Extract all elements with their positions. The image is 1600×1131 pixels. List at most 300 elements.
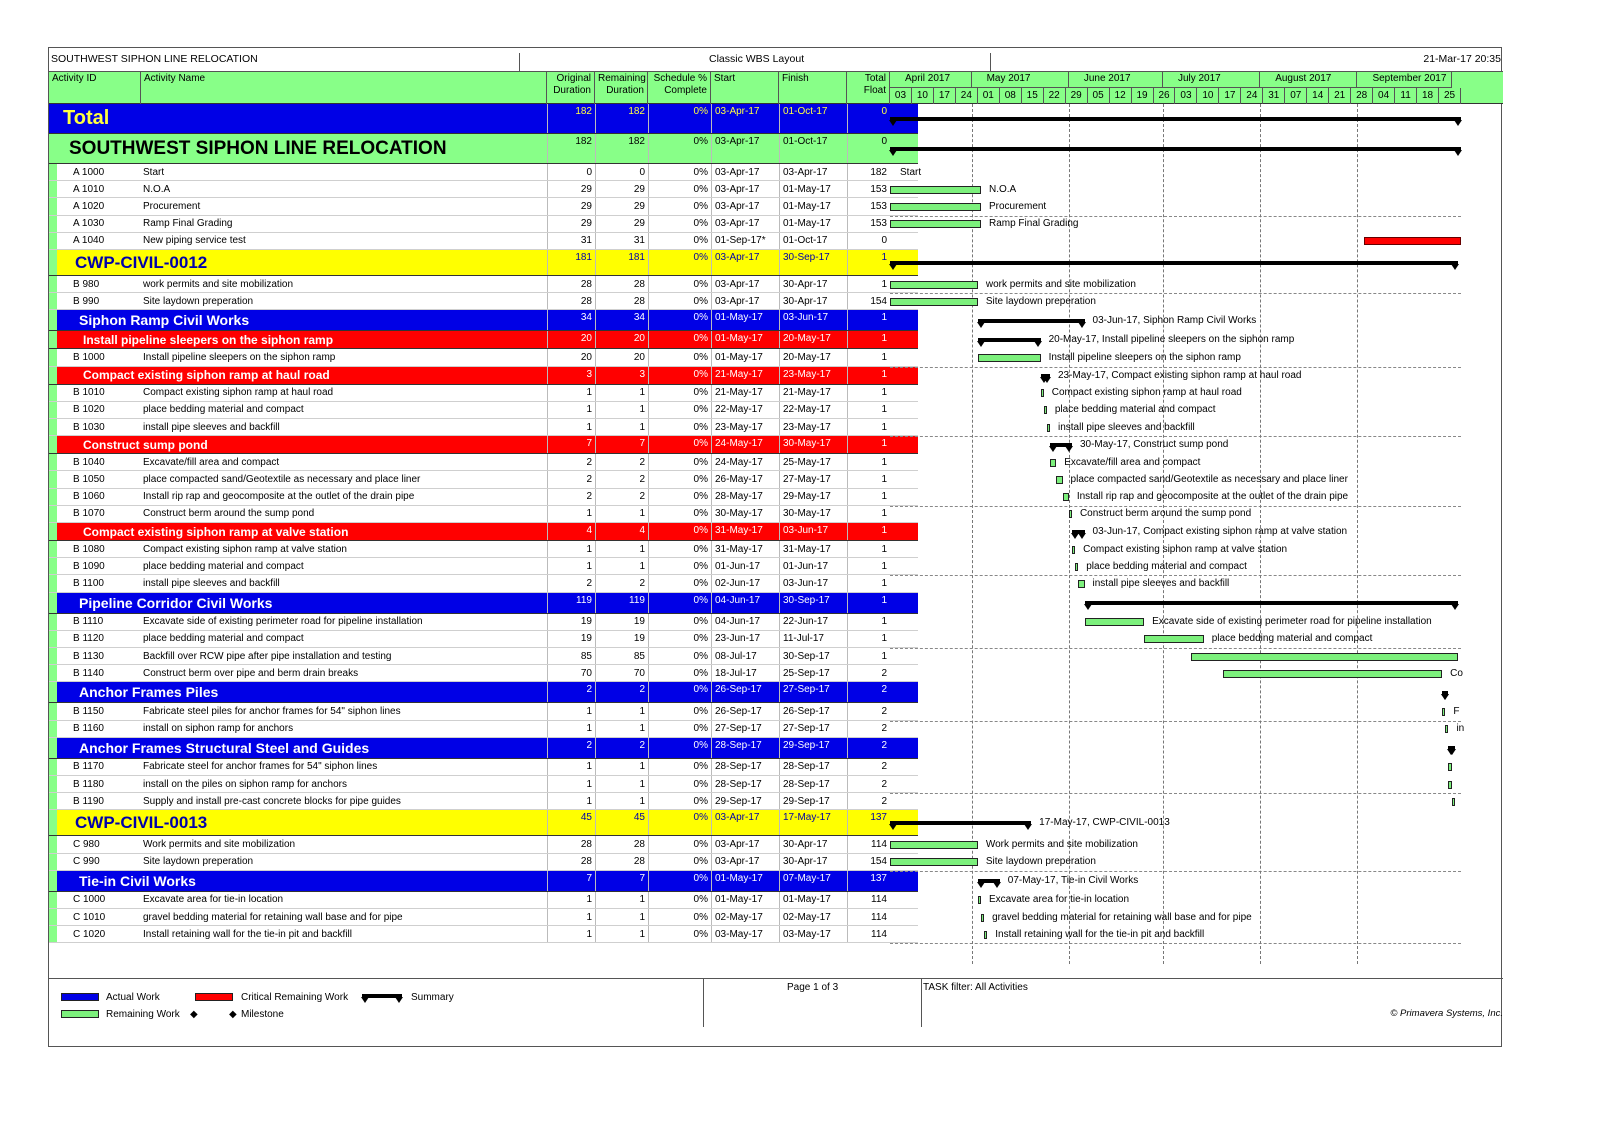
total-float: 0 xyxy=(847,233,890,249)
activity-row[interactable] xyxy=(49,454,918,471)
activity-row[interactable] xyxy=(49,541,918,558)
schedule-complete: 0% xyxy=(648,836,711,852)
remaining-duration: 28 xyxy=(595,293,648,309)
activity-row[interactable] xyxy=(49,558,918,575)
copyright: © Primavera Systems, Inc. xyxy=(1390,1008,1503,1019)
finish-date: 22-Jun-17 xyxy=(779,614,847,630)
summary-bar[interactable] xyxy=(978,319,1085,323)
activity-bar[interactable] xyxy=(1085,618,1145,626)
week-label: 08 xyxy=(1000,88,1022,104)
original-duration: 4 xyxy=(547,523,595,540)
col-schedule-complete[interactable]: Schedule % Complete xyxy=(648,72,711,104)
summary-bar[interactable] xyxy=(978,879,1000,883)
activity-row[interactable] xyxy=(49,721,918,738)
remaining-duration: 3 xyxy=(595,367,648,384)
activity-row[interactable] xyxy=(49,489,918,506)
remaining-duration: 29 xyxy=(595,181,648,197)
col-activity-id[interactable]: Activity ID xyxy=(49,72,141,104)
schedule-complete: 0% xyxy=(648,909,711,925)
schedule-complete: 0% xyxy=(648,506,711,522)
wbs-band-row[interactable] xyxy=(49,250,918,276)
timescale-header xyxy=(890,72,1461,104)
activity-row[interactable] xyxy=(49,703,918,720)
start-date: 31-May-17 xyxy=(711,541,779,557)
schedule-complete: 0% xyxy=(648,523,711,540)
total-float: 1 xyxy=(847,506,890,522)
total-float: 1 xyxy=(847,250,890,275)
page-number: Page 1 of 3 xyxy=(787,982,839,993)
schedule-complete: 0% xyxy=(648,164,711,180)
col-activity-name[interactable]: Activity Name xyxy=(141,72,547,104)
bar-label: Start xyxy=(900,166,922,178)
remaining-duration: 182 xyxy=(595,104,648,133)
month-label: April 2017 xyxy=(890,72,972,88)
wbs-band-row[interactable] xyxy=(49,682,918,703)
row-gridline xyxy=(890,871,1461,872)
activity-bar[interactable] xyxy=(1072,546,1075,554)
finish-date: 03-Jun-17 xyxy=(779,575,847,591)
activity-name: place bedding material and compact xyxy=(143,404,304,416)
activity-row[interactable] xyxy=(49,402,918,419)
week-label: 28 xyxy=(1351,88,1373,104)
activity-row[interactable] xyxy=(49,926,918,943)
activity-name: New piping service test xyxy=(143,235,246,247)
total-float: 1 xyxy=(847,471,890,487)
original-duration: 2 xyxy=(547,738,595,758)
activity-row[interactable] xyxy=(49,198,918,215)
activity-bar[interactable] xyxy=(890,281,978,289)
activity-row[interactable] xyxy=(49,276,918,293)
activity-row[interactable] xyxy=(49,164,918,181)
remaining-duration: 2 xyxy=(595,575,648,591)
activity-name: Site laydown preperation xyxy=(143,856,254,868)
activity-bar[interactable] xyxy=(890,186,981,194)
bar-label: Install rip rap and geocomposite at the outlet of the drain pipe xyxy=(1076,491,1349,503)
total-float: 1 xyxy=(847,276,890,292)
activity-row[interactable] xyxy=(49,759,918,776)
bar-label: gravel bedding material for retaining wall base and for pipe xyxy=(992,911,1252,923)
bar-label: 20-May-17, Install pipeline sleepers on the siphon ramp xyxy=(1048,334,1295,346)
total-float: 1 xyxy=(847,523,890,540)
month-gridline xyxy=(1357,104,1358,964)
activity-name: Supply and install pre-cast concrete blocks for pipe guides xyxy=(143,795,401,807)
remaining-duration: 45 xyxy=(595,810,648,835)
activity-name: install pipe sleeves and backfill xyxy=(143,421,280,433)
total-float: 1 xyxy=(847,385,890,401)
week-label: 24 xyxy=(956,88,978,104)
bar-label: place bedding material and compact xyxy=(1211,633,1373,645)
total-float: 154 xyxy=(847,293,890,309)
start-date: 01-Jun-17 xyxy=(711,558,779,574)
activity-bar[interactable] xyxy=(1144,635,1204,643)
activity-bar[interactable] xyxy=(1063,493,1069,501)
activity-bar[interactable] xyxy=(1041,389,1044,397)
total-float: 0 xyxy=(847,104,890,133)
remaining-duration: 1 xyxy=(595,385,648,401)
activity-row[interactable] xyxy=(49,836,918,853)
wbs-name: CWP-CIVIL-0013 xyxy=(75,812,208,832)
remaining-duration: 7 xyxy=(595,871,648,891)
remaining-duration: 2 xyxy=(595,738,648,758)
activity-bar[interactable] xyxy=(1191,653,1458,661)
original-duration: 1 xyxy=(547,721,595,737)
total-float: 114 xyxy=(847,909,890,925)
total-float: 1 xyxy=(847,367,890,384)
start-date: 02-May-17 xyxy=(711,909,779,925)
activity-id: B 1140 xyxy=(73,667,104,679)
start-date: 27-Sep-17 xyxy=(711,721,779,737)
schedule-complete: 0% xyxy=(648,198,711,214)
col-total-float[interactable]: Total Float xyxy=(847,72,890,104)
bar-label: work permits and site mobilization xyxy=(985,278,1136,290)
activity-id: C 1000 xyxy=(73,894,106,906)
bar-label: Install retaining wall for the tie-in pit and backfill xyxy=(995,928,1205,940)
finish-date: 30-Apr-17 xyxy=(779,276,847,292)
activity-bar[interactable] xyxy=(978,354,1041,362)
start-date: 21-May-17 xyxy=(711,367,779,384)
activity-name: Compact existing siphon ramp at haul road xyxy=(143,387,334,399)
summary-bar[interactable] xyxy=(890,117,1461,121)
activity-row[interactable] xyxy=(49,631,918,648)
summary-bar[interactable] xyxy=(1085,601,1458,605)
schedule-complete: 0% xyxy=(648,454,711,470)
bar-label: Compact existing siphon ramp at haul road xyxy=(1051,387,1242,399)
activity-row[interactable] xyxy=(49,614,918,631)
activity-id: B 980 xyxy=(73,278,100,290)
activity-bar[interactable] xyxy=(984,931,987,939)
schedule-complete: 0% xyxy=(648,631,711,647)
finish-date: 01-May-17 xyxy=(779,216,847,232)
total-float: 1 xyxy=(847,593,890,613)
activity-row[interactable] xyxy=(49,575,918,592)
activity-id: B 1090 xyxy=(73,560,105,572)
remaining-duration: 1 xyxy=(595,926,648,942)
start-date: 26-Sep-17 xyxy=(711,703,779,719)
activity-bar[interactable] xyxy=(1448,763,1451,771)
total-float: 153 xyxy=(847,198,890,214)
col-finish[interactable]: Finish xyxy=(779,72,847,104)
wbs-name: Construct sump pond xyxy=(83,437,208,452)
schedule-complete: 0% xyxy=(648,293,711,309)
total-float: 1 xyxy=(847,489,890,505)
wbs-band-row[interactable] xyxy=(49,104,918,134)
activity-row[interactable] xyxy=(49,233,918,250)
wbs-name: Install pipeline sleepers on the siphon ramp xyxy=(83,332,334,347)
activity-bar[interactable] xyxy=(1452,798,1455,806)
remaining-duration: 7 xyxy=(595,436,648,453)
month-gridline xyxy=(1069,104,1070,964)
activity-bar[interactable] xyxy=(890,220,981,228)
finish-date: 30-May-17 xyxy=(779,436,847,453)
original-duration: 1 xyxy=(547,402,595,418)
activity-row[interactable] xyxy=(49,216,918,233)
schedule-complete: 0% xyxy=(648,854,711,870)
start-date: 23-May-17 xyxy=(711,419,779,435)
remaining-duration: 119 xyxy=(595,593,648,613)
wbs-band-row[interactable] xyxy=(49,331,918,349)
activity-id: A 1030 xyxy=(73,218,105,230)
activity-bar[interactable] xyxy=(978,896,981,904)
legend-critical-remaining: Critical Remaining Work xyxy=(241,992,349,1003)
activity-bar[interactable] xyxy=(1075,563,1078,571)
total-float: 154 xyxy=(847,854,890,870)
original-duration: 45 xyxy=(547,810,595,835)
remaining-duration: 70 xyxy=(595,665,648,681)
activity-row[interactable] xyxy=(49,506,918,523)
activity-name: Fabricate steel for anchor frames for 54" siphon lines xyxy=(143,761,378,773)
original-duration: 70 xyxy=(547,665,595,681)
total-float: 137 xyxy=(847,871,890,891)
activity-name: install on the piles on siphon ramp for anchors xyxy=(143,778,348,790)
finish-date: 22-May-17 xyxy=(779,402,847,418)
activity-row[interactable] xyxy=(49,293,918,310)
activity-name: Excavate area for tie-in location xyxy=(143,894,284,906)
start-date: 08-Jul-17 xyxy=(711,648,779,664)
activity-bar[interactable] xyxy=(1078,580,1084,588)
activity-row[interactable] xyxy=(49,648,918,665)
wbs-band-row[interactable] xyxy=(49,593,918,614)
legend-actual-work: Actual Work xyxy=(106,992,160,1003)
activity-name: Install rip rap and geocomposite at the outlet of the drain pipe xyxy=(143,491,415,503)
summary-bar[interactable] xyxy=(890,261,1458,265)
schedule-complete: 0% xyxy=(648,367,711,384)
activity-bar[interactable] xyxy=(1223,670,1443,678)
activity-name: Start xyxy=(143,166,165,178)
activity-name: place compacted sand/Geotextile as necessary and place liner xyxy=(143,473,421,485)
start-date: 28-May-17 xyxy=(711,489,779,505)
total-float: 1 xyxy=(847,558,890,574)
remaining-duration: 1 xyxy=(595,759,648,775)
start-date: 03-Apr-17 xyxy=(711,854,779,870)
wbs-band-row[interactable] xyxy=(49,134,918,164)
activity-row[interactable] xyxy=(49,854,918,871)
summary-bar[interactable] xyxy=(1050,443,1072,447)
bar-label: 17-May-17, CWP-CIVIL-0013 xyxy=(1039,817,1170,829)
wbs-name: Anchor Frames Structural Steel and Guides xyxy=(79,739,370,756)
week-label: 19 xyxy=(1132,88,1154,104)
activity-bar[interactable] xyxy=(1448,781,1451,789)
schedule-complete: 0% xyxy=(648,926,711,942)
activity-row[interactable] xyxy=(49,419,918,436)
row-gridline xyxy=(890,648,1461,649)
activity-bar[interactable] xyxy=(1047,424,1050,432)
activity-name: install pipe sleeves and backfill xyxy=(143,577,280,589)
activity-bar[interactable] xyxy=(890,298,978,306)
activity-row[interactable] xyxy=(49,909,918,926)
finish-date: 28-Sep-17 xyxy=(779,759,847,775)
week-label: 31 xyxy=(1263,88,1285,104)
finish-date: 01-May-17 xyxy=(779,892,847,908)
activity-bar[interactable] xyxy=(1069,510,1072,518)
start-date: 30-May-17 xyxy=(711,506,779,522)
activity-row[interactable] xyxy=(49,385,918,402)
finish-date: 01-Oct-17 xyxy=(779,134,847,163)
bar-label: Install pipeline sleepers on the siphon ramp xyxy=(1048,352,1241,363)
activity-name: gravel bedding material for retaining wall base and for pipe xyxy=(143,911,403,923)
activity-id: B 1030 xyxy=(73,421,105,433)
remaining-work-swatch xyxy=(61,1010,99,1018)
total-float: 1 xyxy=(847,631,890,647)
activity-bar[interactable] xyxy=(1364,237,1461,245)
activity-id: B 1020 xyxy=(73,404,105,416)
total-float: 1 xyxy=(847,349,890,365)
start-date: 04-Jun-17 xyxy=(711,593,779,613)
wbs-band-row[interactable] xyxy=(49,810,918,836)
bar-label: install pipe sleeves and backfill xyxy=(1058,421,1195,433)
activity-row[interactable] xyxy=(49,349,918,366)
month-label: August 2017 xyxy=(1260,72,1357,88)
row-gridline xyxy=(890,506,1461,507)
activity-row[interactable] xyxy=(49,892,918,909)
remaining-duration: 19 xyxy=(595,614,648,630)
bar-label: place compacted sand/Geotextile as necessary and place liner xyxy=(1070,474,1348,485)
week-label: 10 xyxy=(1197,88,1219,104)
activity-name: place bedding material and compact xyxy=(143,633,304,645)
activity-id: C 1020 xyxy=(73,928,106,940)
activity-row[interactable] xyxy=(49,181,918,198)
start-date: 01-May-17 xyxy=(711,331,779,348)
total-float: 1 xyxy=(847,402,890,418)
activity-name: Site laydown preperation xyxy=(143,295,254,307)
wbs-band-row[interactable] xyxy=(49,310,918,331)
activity-name: Procurement xyxy=(143,200,201,212)
wbs-name: Anchor Frames Piles xyxy=(79,684,219,701)
activity-bar[interactable] xyxy=(1056,476,1062,484)
original-duration: 1 xyxy=(547,558,595,574)
activity-row[interactable] xyxy=(49,665,918,682)
original-duration: 0 xyxy=(547,164,595,180)
activity-id: B 1180 xyxy=(73,778,104,790)
summary-bar[interactable] xyxy=(1072,530,1085,534)
week-label: 25 xyxy=(1439,88,1461,104)
col-start[interactable]: Start xyxy=(711,72,779,104)
wbs-band-row[interactable] xyxy=(49,523,918,541)
summary-bar[interactable] xyxy=(1448,746,1454,750)
summary-bar[interactable] xyxy=(1442,691,1448,695)
summary-bar[interactable] xyxy=(890,147,1461,151)
activity-bar[interactable] xyxy=(1445,725,1448,733)
bar-label: Procurement xyxy=(988,201,1047,212)
wbs-band-row[interactable] xyxy=(49,436,918,454)
schedule-sheet xyxy=(48,47,1502,1047)
activity-row[interactable] xyxy=(49,471,918,488)
finish-date: 26-Sep-17 xyxy=(779,703,847,719)
finish-date: 25-May-17 xyxy=(779,454,847,470)
finish-date: 03-Apr-17 xyxy=(779,164,847,180)
month-gridline xyxy=(972,104,973,964)
start-date: 03-May-17 xyxy=(711,926,779,942)
col-remaining-duration[interactable]: Remaining Duration xyxy=(595,72,648,104)
column-header xyxy=(49,72,1503,104)
finish-date: 01-Jun-17 xyxy=(779,558,847,574)
activity-bar[interactable] xyxy=(981,914,984,922)
original-duration: 29 xyxy=(547,216,595,232)
total-float: 2 xyxy=(847,759,890,775)
bar-label: N.O.A xyxy=(988,183,1017,195)
summary-bar[interactable] xyxy=(978,338,1041,342)
critical-work-swatch xyxy=(195,993,233,1001)
activity-bar[interactable] xyxy=(1442,708,1445,716)
finish-date: 30-Apr-17 xyxy=(779,836,847,852)
start-date: 26-Sep-17 xyxy=(711,682,779,702)
activity-name: Install retaining wall for the tie-in pit and backfill xyxy=(143,928,352,940)
finish-date: 30-Apr-17 xyxy=(779,293,847,309)
week-label: 26 xyxy=(1154,88,1176,104)
finish-date: 27-May-17 xyxy=(779,471,847,487)
schedule-complete: 0% xyxy=(648,665,711,681)
legend xyxy=(49,978,1503,1048)
col-original-duration[interactable]: Original Duration xyxy=(547,72,595,104)
schedule-complete: 0% xyxy=(648,810,711,835)
bar-label: Site laydown preperation xyxy=(985,856,1096,868)
schedule-complete: 0% xyxy=(648,181,711,197)
start-date: 04-Jun-17 xyxy=(711,614,779,630)
wbs-name: Tie-in Civil Works xyxy=(79,872,196,889)
original-duration: 29 xyxy=(547,181,595,197)
legend-remaining-work: Remaining Work xyxy=(106,1009,180,1020)
total-float: 1 xyxy=(847,419,890,435)
week-label: 07 xyxy=(1285,88,1307,104)
total-float: 114 xyxy=(847,892,890,908)
wbs-band-row[interactable] xyxy=(49,871,918,892)
original-duration: 1 xyxy=(547,506,595,522)
original-duration: 2 xyxy=(547,454,595,470)
remaining-duration: 4 xyxy=(595,523,648,540)
activity-bar[interactable] xyxy=(890,841,978,849)
bar-label: F xyxy=(1453,706,1460,717)
activity-id: B 1190 xyxy=(73,795,104,807)
original-duration: 85 xyxy=(547,648,595,664)
wbs-name: Siphon Ramp Civil Works xyxy=(79,312,250,329)
start-date: 03-Apr-17 xyxy=(711,293,779,309)
summary-bar[interactable] xyxy=(890,821,1031,825)
week-label: 12 xyxy=(1110,88,1132,104)
schedule-complete: 0% xyxy=(648,892,711,908)
schedule-complete: 0% xyxy=(648,436,711,453)
finish-date: 03-Jun-17 xyxy=(779,310,847,330)
activity-bar[interactable] xyxy=(890,203,981,211)
activity-bar[interactable] xyxy=(890,858,978,866)
row-gridline xyxy=(890,293,1461,294)
original-duration: 1 xyxy=(547,385,595,401)
activity-row[interactable] xyxy=(49,776,918,793)
bar-label: 03-Jun-17, Siphon Ramp Civil Works xyxy=(1092,314,1257,326)
finish-date: 20-May-17 xyxy=(779,349,847,365)
remaining-duration: 1 xyxy=(595,793,648,809)
week-label: 22 xyxy=(1044,88,1066,104)
row-gridline xyxy=(890,943,1461,944)
wbs-band-row[interactable] xyxy=(49,738,918,759)
finish-date: 30-Apr-17 xyxy=(779,854,847,870)
activity-bar[interactable] xyxy=(1050,459,1056,467)
schedule-complete: 0% xyxy=(648,250,711,275)
start-date: 22-May-17 xyxy=(711,402,779,418)
activity-bar[interactable] xyxy=(1044,406,1047,414)
start-date: 24-May-17 xyxy=(711,454,779,470)
remaining-duration: 1 xyxy=(595,703,648,719)
wbs-band-row[interactable] xyxy=(49,367,918,385)
month-label: June 2017 xyxy=(1069,72,1163,88)
month-label: July 2017 xyxy=(1163,72,1260,88)
summary-bar[interactable] xyxy=(1041,374,1050,378)
week-label: 01 xyxy=(978,88,1000,104)
remaining-duration: 2 xyxy=(595,489,648,505)
remaining-duration: 1 xyxy=(595,909,648,925)
remaining-duration: 20 xyxy=(595,349,648,365)
activity-row[interactable] xyxy=(49,793,918,810)
original-duration: 28 xyxy=(547,276,595,292)
bar-label: Excavate/fill area and compact xyxy=(1064,456,1201,468)
